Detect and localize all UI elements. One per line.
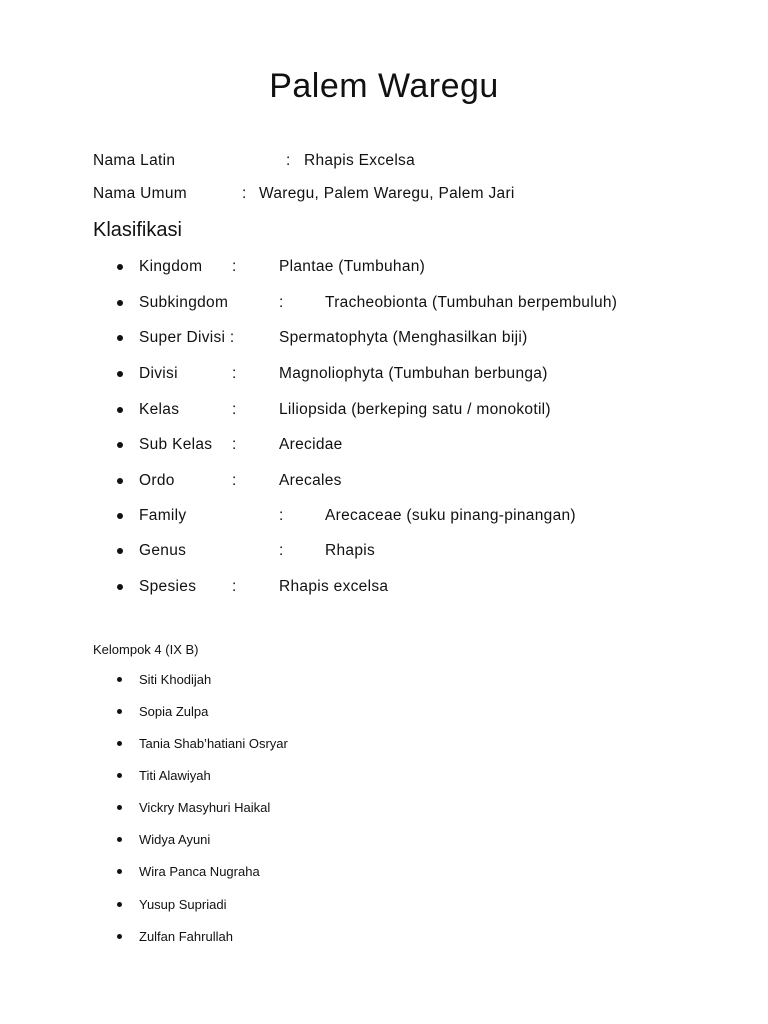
item-label: Kingdom: [139, 258, 203, 275]
item-label: Sub Kelas: [139, 436, 213, 453]
bullet-icon: [117, 837, 122, 842]
item-label: Super Divisi :: [139, 329, 235, 346]
bullet-icon: [117, 805, 122, 810]
nama-latin-label: Nama Latin: [93, 152, 176, 169]
item-separator: :: [232, 436, 237, 453]
list-item: [0, 399, 700, 421]
list-item: [0, 540, 700, 562]
item-value: Arecaceae (suku pinang-pinangan): [325, 507, 576, 524]
member-name: Vickry Masyhuri Haikal: [139, 800, 271, 815]
list-item: [0, 434, 700, 456]
item-label: Ordo: [139, 472, 175, 489]
item-separator: :: [232, 401, 237, 418]
member-name: Widya Ayuni: [139, 832, 211, 847]
item-label: Divisi: [139, 365, 178, 382]
nama-latin-value: Rhapis Excelsa: [304, 152, 416, 169]
item-label: Subkingdom: [139, 294, 229, 311]
member-name: Zulfan Fahrullah: [139, 929, 233, 944]
klasifikasi-heading: Klasifikasi: [93, 219, 182, 241]
list-item: [0, 896, 600, 914]
item-value: Rhapis: [325, 542, 376, 559]
page-title: Palem Waregu: [269, 67, 499, 105]
member-name: Titi Alawiyah: [139, 768, 211, 783]
item-separator: :: [279, 507, 284, 524]
item-separator: :: [232, 365, 237, 382]
kelompok-title: Kelompok 4 (IX B): [93, 642, 199, 657]
bullet-icon: [117, 335, 123, 341]
nama-umum-label: Nama Umum: [93, 185, 187, 202]
list-item: [0, 292, 700, 314]
item-separator: :: [232, 578, 237, 595]
member-name: Sopia Zulpa: [139, 704, 209, 719]
bullet-icon: [117, 677, 122, 682]
list-item: [0, 327, 700, 349]
nama-umum-value: Waregu, Palem Waregu, Palem Jari: [259, 185, 515, 202]
list-item: [0, 703, 600, 721]
nama-umum-separator: :: [242, 185, 247, 202]
item-separator: :: [279, 542, 284, 559]
bullet-icon: [117, 513, 123, 519]
item-label: Kelas: [139, 401, 180, 418]
member-name: Wira Panca Nugraha: [139, 864, 260, 879]
bullet-icon: [117, 741, 122, 746]
item-value: Plantae (Tumbuhan): [279, 258, 426, 275]
list-item: [0, 767, 600, 785]
list-item: [0, 256, 700, 278]
bullet-icon: [117, 407, 123, 413]
member-name: Tania Shab’hatiani Osryar: [139, 736, 288, 751]
list-item: [0, 799, 600, 817]
nama-latin-separator: :: [286, 152, 291, 169]
item-value: Rhapis excelsa: [279, 578, 389, 595]
list-item: [0, 671, 600, 689]
bullet-icon: [117, 300, 123, 306]
item-value: Arecales: [279, 472, 342, 489]
bullet-icon: [117, 548, 123, 554]
item-value: Arecidae: [279, 436, 343, 453]
bullet-icon: [117, 371, 123, 377]
bullet-icon: [117, 264, 123, 270]
bullet-icon: [117, 869, 122, 874]
list-item: [0, 576, 700, 598]
bullet-icon: [117, 934, 122, 939]
item-separator: :: [279, 294, 284, 311]
bullet-icon: [117, 584, 123, 590]
item-separator: :: [232, 472, 237, 489]
bullet-icon: [117, 442, 123, 448]
member-name: Yusup Supriadi: [139, 897, 227, 912]
list-item: [0, 863, 600, 881]
bullet-icon: [117, 709, 122, 714]
member-name: Siti Khodijah: [139, 672, 212, 687]
list-item: [0, 363, 700, 385]
list-item: [0, 928, 600, 946]
item-label: Genus: [139, 542, 187, 559]
bullet-icon: [117, 478, 123, 484]
item-label: Family: [139, 507, 187, 524]
item-value: Tracheobionta (Tumbuhan berpembuluh): [325, 294, 618, 311]
list-item: [0, 831, 600, 849]
item-value: Spermatophyta (Menghasilkan biji): [279, 329, 528, 346]
item-separator: :: [232, 258, 237, 275]
item-value: Magnoliophyta (Tumbuhan berbunga): [279, 365, 548, 382]
item-value: Liliopsida (berkeping satu / monokotil): [279, 401, 551, 418]
list-item: [0, 505, 700, 527]
bullet-icon: [117, 902, 122, 907]
bullet-icon: [117, 773, 122, 778]
list-item: [0, 470, 700, 492]
item-label: Spesies: [139, 578, 197, 595]
list-item: [0, 735, 600, 753]
